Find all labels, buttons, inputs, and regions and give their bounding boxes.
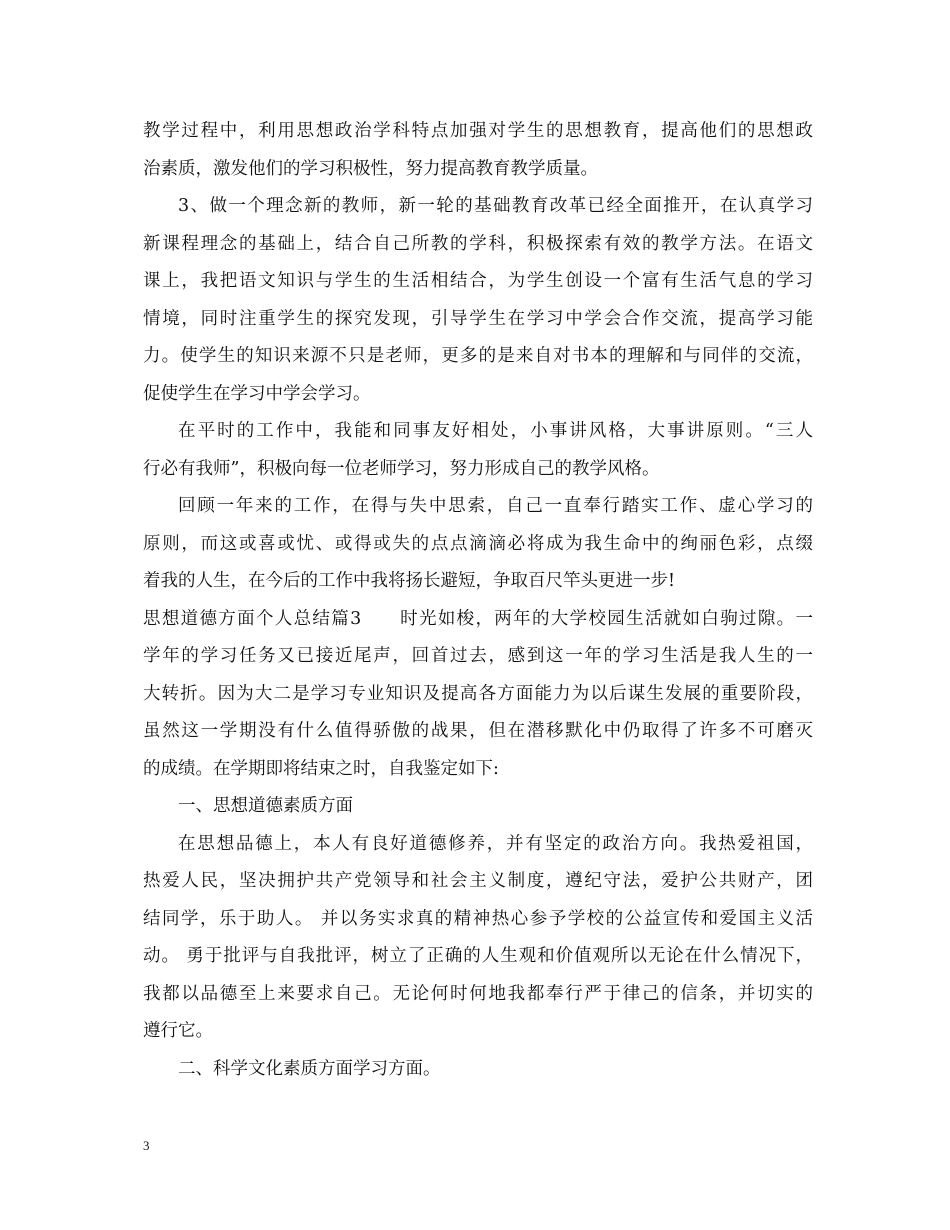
text-line: 结同学，乐于助人。 并以务实求真的精神热心参予学校的公益宣传和爱国主义活 bbox=[143, 908, 813, 929]
text-line: 动。 勇于批评与自我批评，树立了正确的人生观和价值观所以无论在什么情况下， bbox=[143, 946, 813, 966]
text-line: 我都以品德至上来要求自己。无论何时何地我都奉行严于律己的信条，并切实的 bbox=[143, 983, 813, 1004]
text-line: 3、做一个理念新的教师，新一轮的基础教育改革已经全面推开，在认真学习 bbox=[178, 196, 813, 216]
text-line: 新课程理念的基础上，结合自己所教的学科，积极探索有效的教学方法。在语文 bbox=[143, 233, 813, 254]
text-line: 二、科学文化素质方面学习方面。 bbox=[178, 1058, 441, 1079]
text-line: 在平时的工作中，我能和同事友好相处，小事讲风格，大事讲原则。“三人 bbox=[178, 421, 813, 441]
text-line: 着我的人生，在今后的工作中我将扬长避短，争取百尺竿头更进一步! bbox=[143, 571, 676, 591]
body-text bbox=[143, 113, 813, 1088]
text-line: 课上，我把语文知识与学生的生活相结合，为学生创设一个富有生活气息的学习 bbox=[143, 271, 813, 291]
text-line: 大转折。因为大二是学习专业知识及提高各方面能力为以后谋生发展的重要阶段， bbox=[143, 683, 813, 704]
text-line: 情境，同时注重学生的探究发现，引导学生在学习中学会合作交流，提高学习能 bbox=[143, 308, 813, 329]
page-number: 3 bbox=[143, 1138, 150, 1153]
text-line: 遵行它。 bbox=[143, 1021, 213, 1041]
text-line: 虽然这一学期没有什么值得骄傲的战果，但在潜移默化中仍取得了许多不可磨灭 bbox=[143, 721, 813, 741]
text-line: 的成绩。在学期即将结束之时，自我鉴定如下: bbox=[143, 758, 499, 779]
text-line: 力。使学生的知识来源不只是老师，更多的是来自对书本的理解和与同伴的交流， bbox=[143, 346, 813, 366]
text-line: 学年的学习任务又已接近尾声，回首过去，感到这一年的学习生活是我人生的一 bbox=[143, 646, 813, 666]
text-line: 原则，而这或喜或忧、或得或失的点点滴滴必将成为我生命中的绚丽色彩，点缀 bbox=[143, 533, 813, 554]
text-line: 促使学生在学习中学会学习。 bbox=[143, 383, 371, 404]
text-line: 热爱人民，坚决拥护共产党领导和社会主义制度，遵纪守法，爱护公共财产，团 bbox=[143, 871, 813, 891]
text-line: 一、思想道德素质方面 bbox=[178, 796, 353, 816]
text-line: 治素质，激发他们的学习积极性，努力提高教育教学质量。 bbox=[143, 158, 598, 179]
text-line: 思想道德方面个人总结篇3 时光如梭，两年的大学校园生活就如白驹过隙。一 bbox=[143, 608, 813, 629]
text-line: 回顾一年来的工作，在得与失中思索，自己一直奉行踏实工作、虚心学习的 bbox=[178, 496, 813, 516]
text-line: 行必有我师”，积极向每一位老师学习，努力形成自己的教学风格。 bbox=[143, 458, 660, 479]
text-line: 教学过程中，利用思想政治学科特点加强对学生的思想教育，提高他们的思想政 bbox=[143, 121, 813, 141]
text-line: 在思想品德上，本人有良好道德修养，并有坚定的政治方向。我热爱祖国， bbox=[178, 833, 813, 854]
